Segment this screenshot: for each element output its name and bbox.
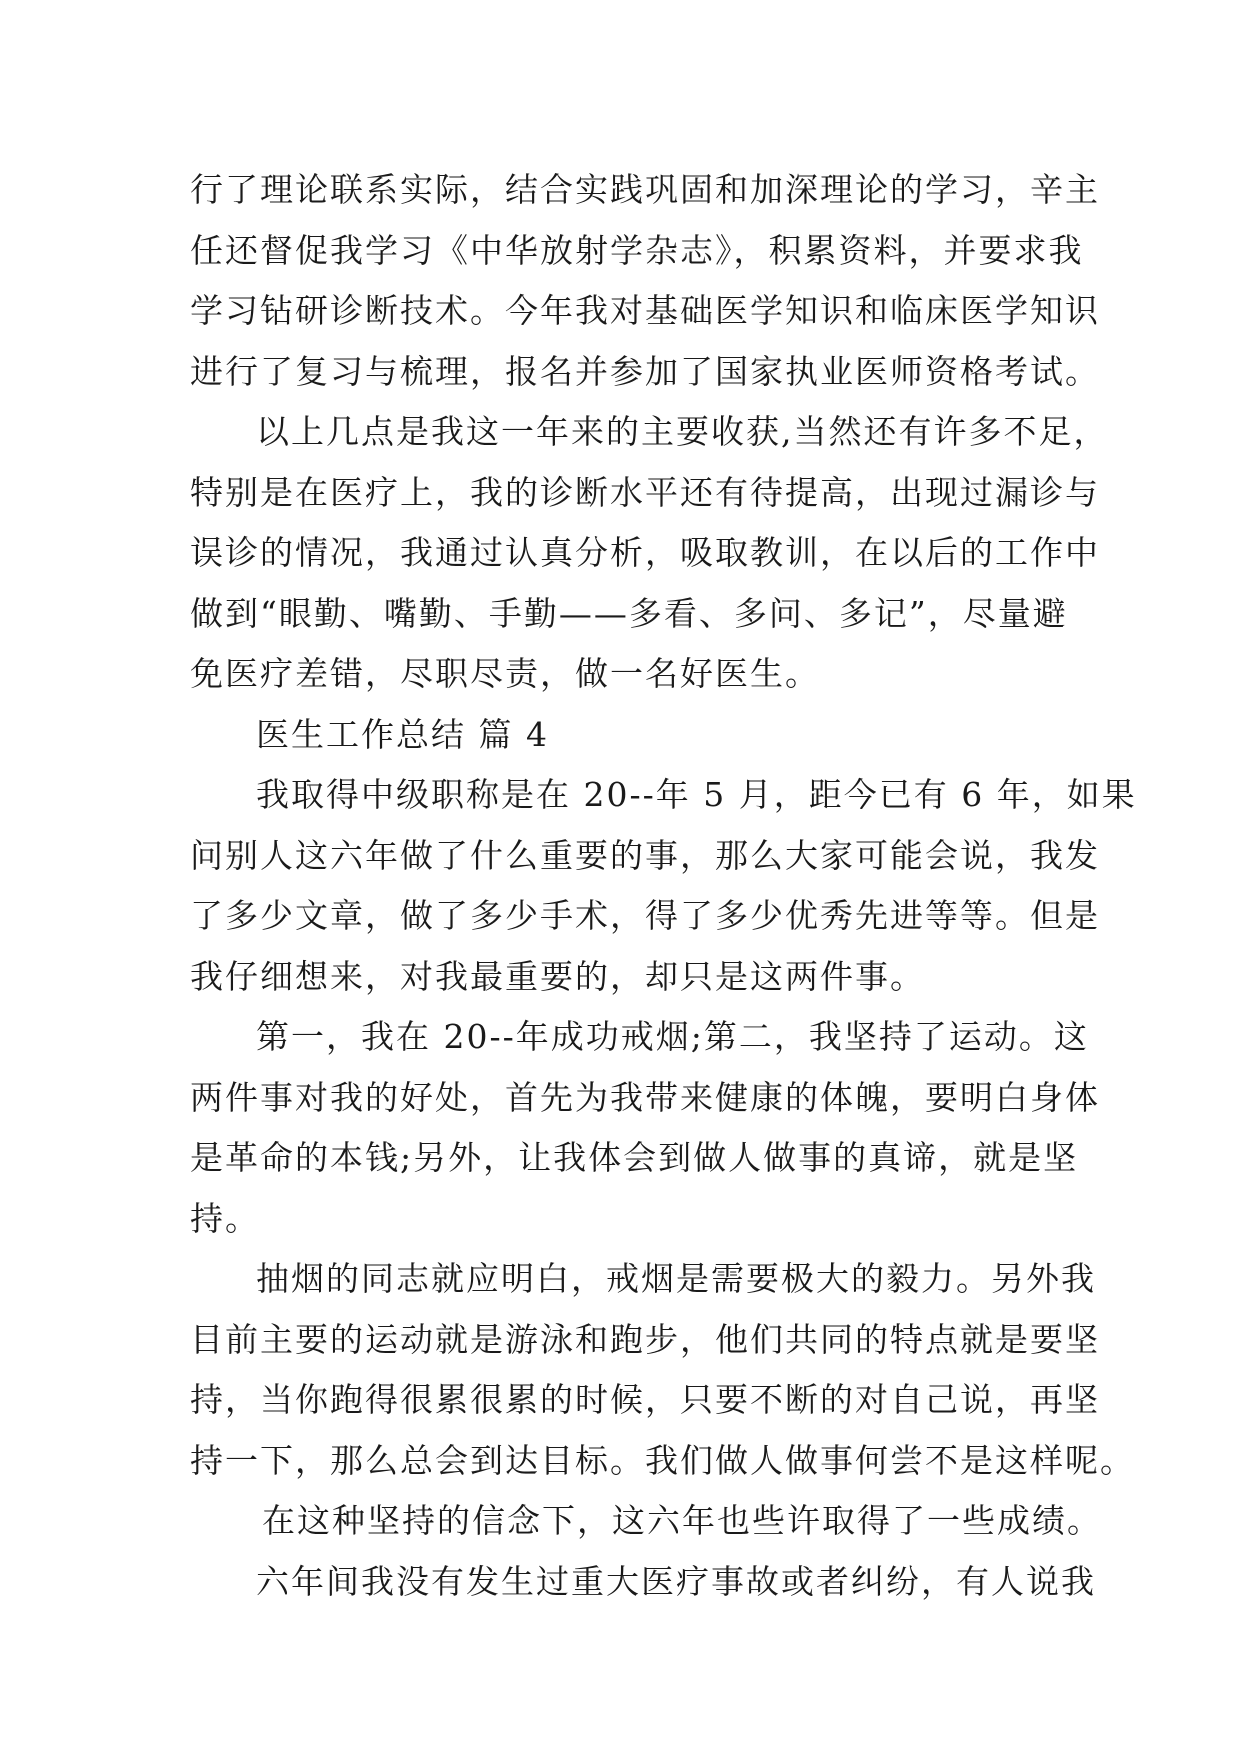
text-line: 进行了复习与梳理，报名并参加了国家执业医师资格考试。 (190, 351, 1100, 391)
paragraph-summary (190, 402, 1109, 705)
paragraph-two-things (190, 1007, 1100, 1249)
paragraph-title-year (190, 765, 1137, 1007)
text-line: 学习钻研诊断技术。今年我对基础医学知识和临床医学知识 (190, 291, 1100, 330)
text-line: 第一，我在 20--年成功戒烟;第二，我坚持了运动。这 (256, 1017, 1089, 1056)
text-line: 了多少文章，做了多少手术，得了多少优秀先进等等。但是 (190, 896, 1100, 935)
text-line: 任还督促我学习《中华放射学杂志》，积累资料，并要求我 (190, 230, 1084, 270)
paragraph-continued (190, 160, 1100, 402)
text-line: 六年间我没有发生过重大医疗事故或者纠纷，有人说我 (256, 1561, 1096, 1601)
text-line: 问别人这六年做了什么重要的事，那么大家可能会说，我发 (190, 835, 1100, 875)
text-line: 目前主要的运动就是游泳和跑步，他们共同的特点就是要坚 (190, 1319, 1100, 1359)
text-line: 免医疗差错，尽职尽责，做一名好医生。 (190, 654, 820, 693)
text-line: 以上几点是我这一年来的主要收获,当然还有许多不足， (256, 412, 1109, 451)
paragraph-achievements (190, 1491, 1102, 1552)
text-line: 持一下，那么总会到达目标。我们做人做事何尝不是这样呢。 (190, 1440, 1135, 1480)
document-body (190, 160, 1137, 1612)
text-line: 在这种坚持的信念下，这六年也些许取得了一些成绩。 (262, 1501, 1102, 1540)
paragraph-no-incidents (190, 1552, 1096, 1613)
text-line: 我取得中级职称是在 20--年 5 月，距今已有 6 年，如果 (256, 775, 1137, 814)
text-line: 我仔细想来，对我最重要的，却只是这两件事。 (190, 956, 925, 996)
text-line: 是革命的本钱;另外，让我体会到做人做事的真谛，就是坚 (190, 1138, 1079, 1177)
text-line: 特别是在医疗上，我的诊断水平还有待提高，出现过漏诊与 (190, 472, 1100, 512)
text-line: 做到“眼勤、嘴勤、手勤——多看、多问、多记”，尽量避 (190, 593, 1068, 633)
paragraph-persistence (190, 1249, 1135, 1491)
text-line: 行了理论联系实际，结合实践巩固和加深理论的学习，辛主 (190, 170, 1100, 209)
text-line: 误诊的情况，我通过认真分析，吸取教训，在以后的工作中 (190, 533, 1100, 572)
text-line: 持，当你跑得很累很累的时候，只要不断的对自己说，再坚 (190, 1380, 1100, 1419)
section-heading-text: 医生工作总结 篇 4 (256, 714, 549, 754)
text-line: 持。 (190, 1198, 260, 1238)
section-heading (190, 705, 1070, 766)
text-line: 两件事对我的好处，首先为我带来健康的体魄，要明白身体 (190, 1077, 1100, 1117)
text-line: 抽烟的同志就应明白，戒烟是需要极大的毅力。另外我 (256, 1259, 1096, 1298)
